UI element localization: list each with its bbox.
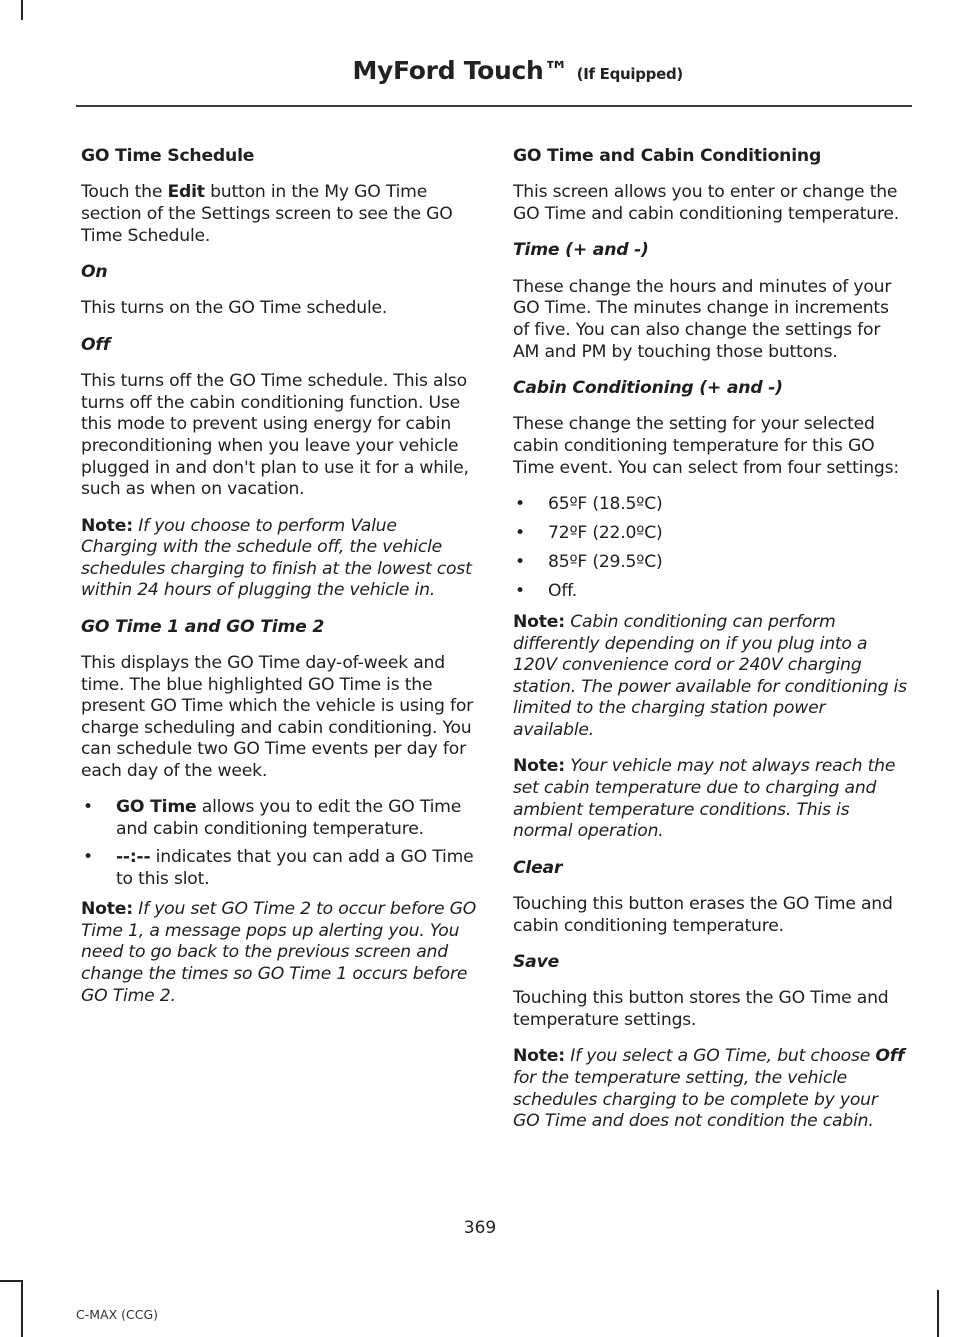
paragraph-screen-intro: This screen allows you to enter or change the GO Time and cabin conditioning temperature. (513, 182, 900, 224)
list-item: • 85ºF (29.5ºC) (515, 552, 663, 573)
left-column (81, 146, 477, 1022)
off-term: Off (875, 1046, 905, 1067)
note-off-setting: Note: If you select a GO Time, but choose Off for the temperature setting, the vehicle schedules charging to be complete by your GO Time and does not condition the cabin. (513, 1046, 905, 1132)
edit-term: Edit (167, 182, 205, 203)
paragraph-off: This turns off the GO Time schedule. This also turns off the cabin conditioning function. Use this mode to prevent using energy for cabin preconditioning when you leave your vehicle plugged in and don't plan to use it for a while, such as when on vacation. (81, 371, 469, 500)
list-item: • 65ºF (18.5ºC) (515, 493, 663, 514)
paragraph-go-time-display: This displays the GO Time day-of-week and time. The blue highlighted GO Time is the present GO Time which the vehicle is using for charge scheduling and cabin conditioning. You can schedule two GO Time events per day for each day of the week. (81, 653, 474, 782)
list-item: • --:-- indicates that you can add a GO Time to this slot. (83, 847, 474, 889)
paragraph-cabin-conditioning: These change the setting for your selected cabin conditioning temperature for this GO Time event. You can select from four settings: (513, 414, 899, 478)
paragraph-time: These change the hours and minutes of your GO Time. The minutes change in increments of five. You can also change the settings for AM and PM by touching those buttons. (513, 276, 892, 362)
note-go-time-order: Note: If you set GO Time 2 to occur before GO Time 1, a message pops up alerting you. You need to go back to the previous screen and change the times so GO Time 1 occurs before GO Time 2. (81, 899, 477, 1006)
right-column (513, 146, 909, 1148)
crop-mark-bottom-left (21, 1280, 23, 1337)
subheading-time: Time (+ and -) (513, 240, 649, 261)
subheading-save: Save (513, 951, 560, 972)
paragraph-edit-instructions: Touch the Edit button in the My GO Time section of the Settings screen to see the GO Time Schedule. (81, 182, 453, 246)
note-cabin-temperature: Note: Your vehicle may not always reach the set cabin temperature due to charging and ambient temperature conditions. This is normal operation. (513, 756, 896, 842)
bullet-icon: • (515, 581, 525, 602)
section-heading-cabin-conditioning: GO Time and Cabin Conditioning (513, 146, 822, 166)
subheading-go-time-1-2: GO Time 1 and GO Time 2 (81, 616, 325, 637)
paragraph-clear: Touching this button erases the GO Time and cabin conditioning temperature. (513, 893, 893, 936)
note-conditioning-power: Note: Cabin conditioning can perform differently depending on if you plug into a 120V convenience cord or 240V charging station. The power available for conditioning is limited to the charging station power available. (513, 612, 907, 741)
list-item: • GO Time allows you to edit the GO Time and cabin conditioning temperature. (83, 797, 462, 840)
subheading-cabin-conditioning: Cabin Conditioning (+ and -) (513, 377, 783, 398)
crop-mark-bottom-right (937, 1290, 939, 1337)
header-rule (76, 105, 912, 107)
crop-mark-bottom-left-h (0, 1280, 22, 1282)
list-item: • 72ºF (22.0ºC) (515, 523, 663, 544)
go-time-bullet-list (81, 797, 477, 890)
header-subtitle: (If Equipped) (576, 65, 683, 83)
page-number: 369 (463, 1218, 497, 1238)
bullet-icon: • (83, 847, 93, 867)
bullet-icon: • (515, 523, 525, 544)
footer-model: C-MAX (CCG) (76, 1307, 159, 1322)
temperature-settings-list (513, 494, 909, 603)
paragraph-on: This turns on the GO Time schedule. (81, 298, 388, 319)
subheading-clear: Clear (513, 857, 563, 878)
list-item: • Off. (515, 581, 578, 602)
subheading-off: Off (81, 334, 110, 355)
note-value-charging: Note: If you choose to perform Value Charging with the schedule off, the vehicle schedules charging to finish at the lowest cost within 24 hours of plugging the vehicle in. (81, 515, 472, 601)
bullet-icon: • (83, 797, 93, 818)
crop-mark-top-left (21, 0, 23, 20)
running-header (352, 56, 683, 85)
bullet-icon: • (515, 493, 525, 514)
paragraph-save: Touching this button stores the GO Time and temperature settings. (513, 988, 889, 1030)
section-heading-go-time-schedule: GO Time Schedule (81, 146, 255, 166)
bullet-icon: • (515, 552, 525, 573)
subheading-on: On (81, 261, 108, 282)
header-title: MyFord Touch™ (352, 56, 569, 85)
